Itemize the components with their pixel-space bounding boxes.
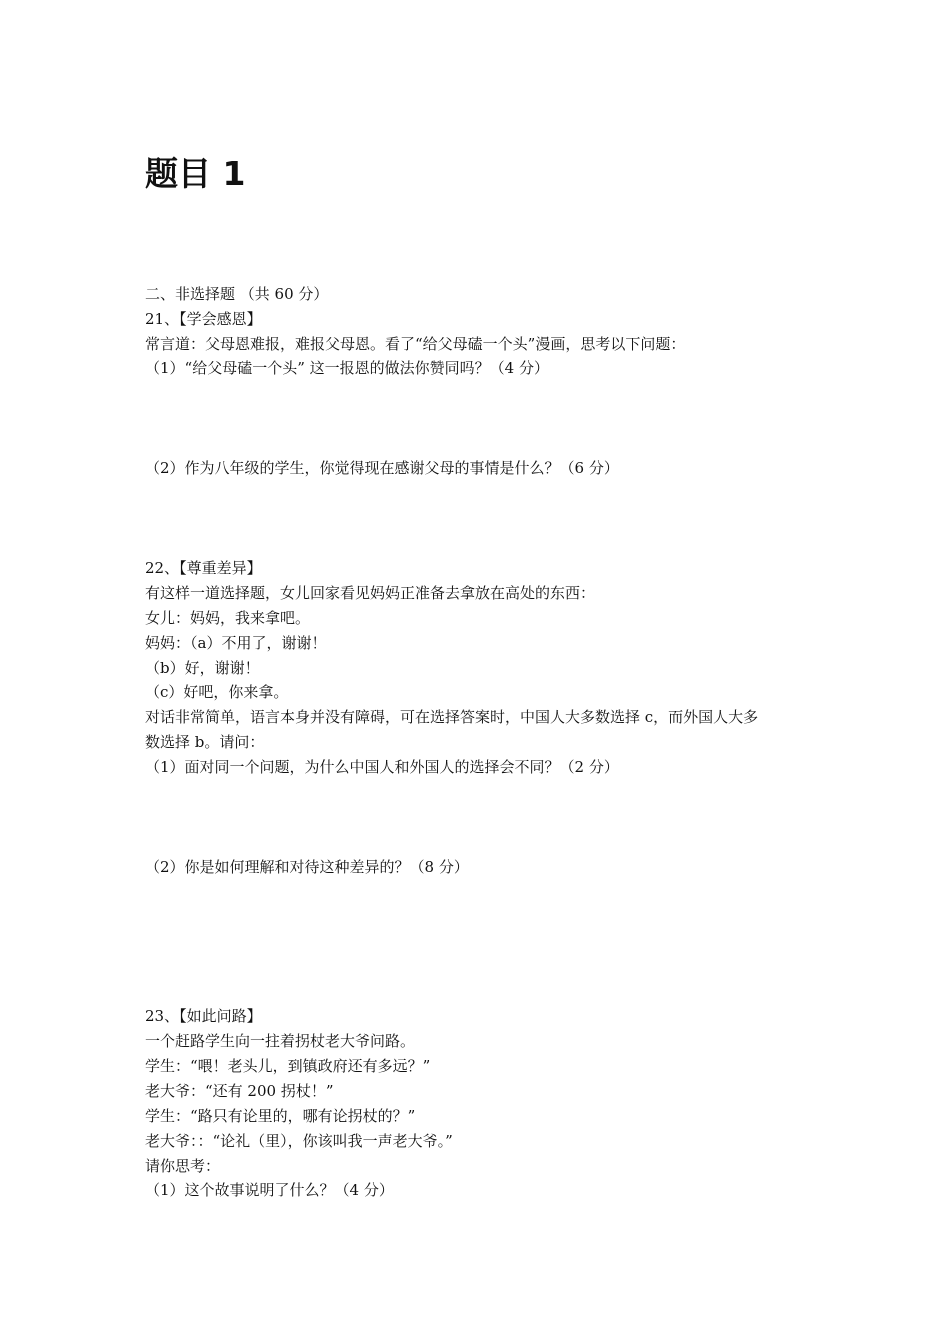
document-title: 题目 1 xyxy=(145,154,246,193)
q23-intro: 一个赶路学生向一拄着拐杖老大爷问路。 xyxy=(145,1032,416,1050)
q22-daughter-line: 女儿：妈妈，我来拿吧。 xyxy=(145,609,311,627)
q21-heading: 21、【学会感恩】 xyxy=(145,310,262,328)
q22-sub2: （2）你是如何理解和对待这种差异的？（8 分） xyxy=(145,858,469,876)
q21-sub1: （1）“给父母磕一个头” 这一报恩的做法你赞同吗？（4 分） xyxy=(145,359,549,377)
q23-dialogue-line3: 学生：“路只有论里的，哪有论拐杖的？” xyxy=(145,1107,416,1125)
q23-heading: 23、【如此问路】 xyxy=(145,1007,262,1025)
q22-sub1: （1）面对同一个问题，为什么中国人和外国人的选择会不同？（2 分） xyxy=(145,758,619,776)
q21-sub2: （2）作为八年级的学生，你觉得现在感谢父母的事情是什么？（6 分） xyxy=(145,459,619,477)
q22-mom-option-a: 妈妈：（a）不用了，谢谢！ xyxy=(145,634,327,652)
q23-dialogue-line1: 学生：“喂！老头儿，到镇政府还有多远？” xyxy=(145,1057,431,1075)
q22-analysis-line1: 对话非常简单，语言本身并没有障碍，可在选择答案时，中国人大多数选择 c，而外国人大多 xyxy=(145,708,759,726)
q22-analysis-line2: 数选择 b。请问： xyxy=(145,733,265,751)
q23-dialogue-line2: 老大爷：“还有 200 拐杖！” xyxy=(145,1082,334,1100)
q21-intro: 常言道：父母恩难报，难报父母恩。看了“给父母磕一个头”漫画，思考以下问题： xyxy=(145,335,686,353)
q22-intro: 有这样一道选择题，女儿回家看见妈妈正准备去拿放在高处的东西： xyxy=(145,584,596,602)
q22-heading: 22、【尊重差异】 xyxy=(145,559,262,577)
q23-prompt: 请你思考： xyxy=(145,1157,221,1175)
q23-sub1: （1）这个故事说明了什么？（4 分） xyxy=(145,1181,394,1199)
q22-option-b: （b）好，谢谢！ xyxy=(145,659,260,677)
q22-option-c: （c）好吧，你来拿。 xyxy=(145,683,289,701)
q23-dialogue-line4: 老大爷：：“论礼（里），你该叫我一声老大爷。” xyxy=(145,1132,453,1150)
section-header: 二、非选择题 （共 60 分） xyxy=(145,285,329,303)
